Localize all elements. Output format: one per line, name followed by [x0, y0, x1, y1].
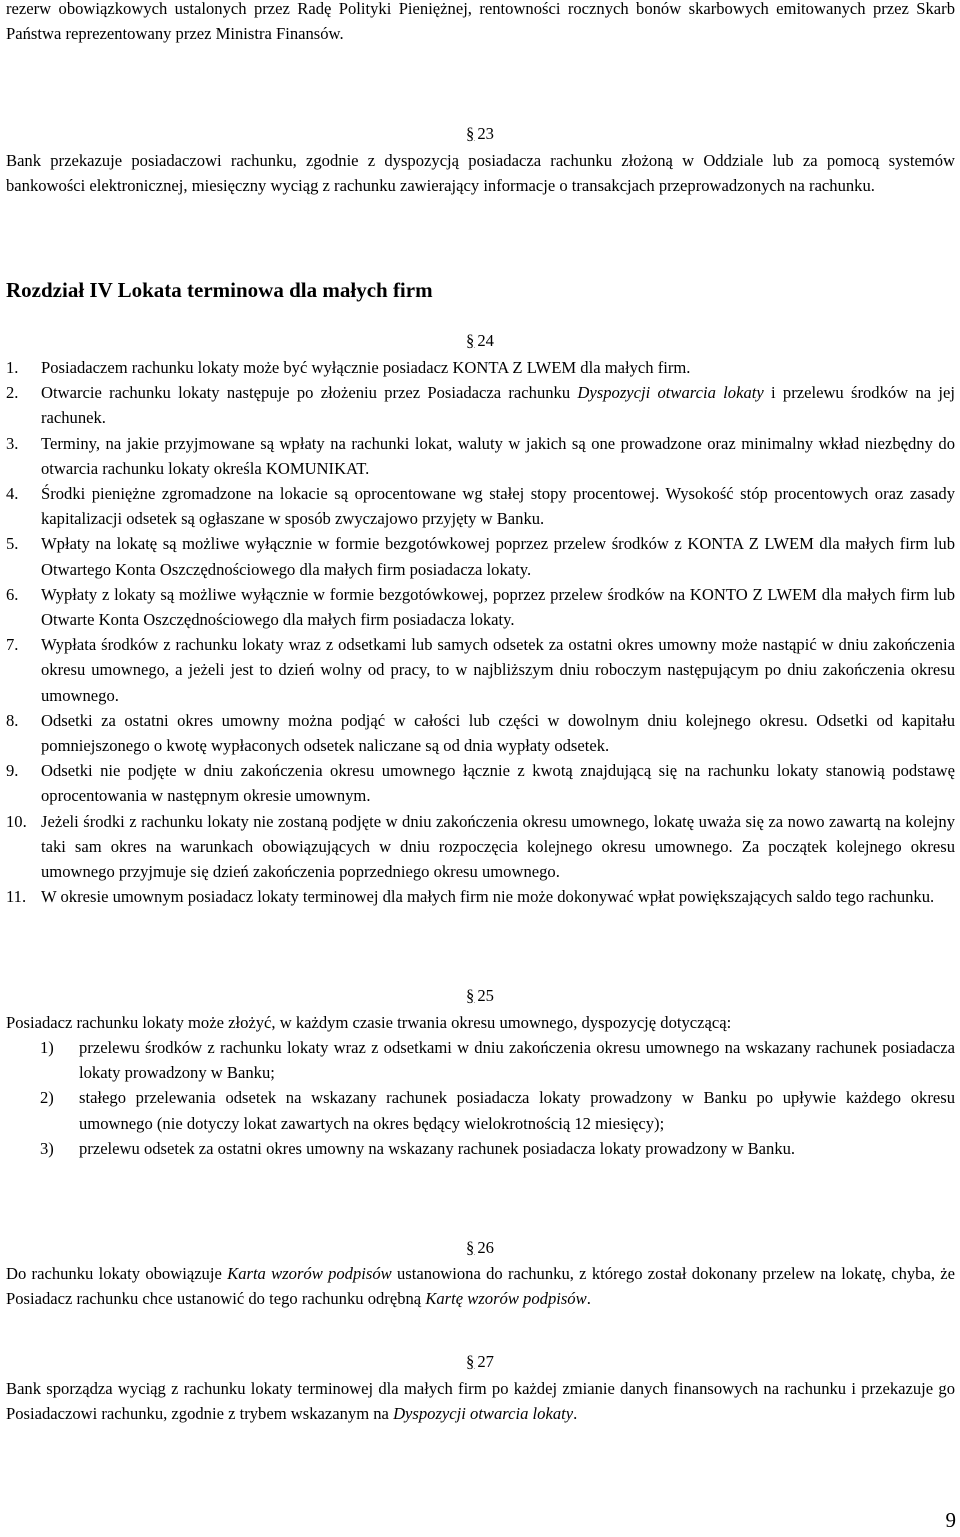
section-25-intro: Posiadacz rachunku lokaty może złożyć, w każdym czasie trwania okresu umownego, dyspozycję dotyczącą: [6, 1013, 732, 1032]
section-symbol: § [466, 986, 475, 1005]
top-paragraph: rezerw obowiązkowych ustalonych przez Radę Polityki Pieniężnej, rentowności rocznych bonów skarbowych emitowanych przez Skarb Państwa reprezentowany przez Ministra Finansów. [6, 0, 955, 44]
list-item: 7. Wypłata środków z rachunku lokaty wraz z odsetkami lub samych odsetek za ostatni okres umowny może nastąpić w dniu zakończenia okresu umownego, a jeżeli jest to dzień wolny od pracy, to w najbliższym dniu roboczym następującym po dniu zakończenia okresu umownego. [6, 635, 955, 705]
list-item: 3. Terminy, na jakie przyjmowane są wpłaty na rachunki lokat, waluty w jakich są one prowadzone oraz minimalny wkład niezbędny do otwarcia rachunku lokaty określa KOMUNIKAT. [6, 433, 955, 478]
section-symbol: § [466, 331, 475, 350]
section-symbol: § [466, 1352, 475, 1371]
section-number: 23 [477, 124, 494, 143]
list-item: 10. Jeżeli środki z rachunku lokaty nie zostaną podjęte w dniu zakończenia okresu umownego, lokatę uważa się za nowo zawartą na kolejny taki sam okres na warunkach obowiązujących w dniu rozpoczęcia kolejnego okresu umownego. Za początek kolejnego okresu umownego przyjmuje się dzień zakończenia poprzedniego okresu umownego. [6, 811, 955, 882]
list-item: 11. W okresie umownym posiadacz lokaty terminowej dla małych firm nie może dokonywać wpłat powiększających saldo tego rachunku. [6, 887, 935, 907]
section-number: 25 [477, 986, 494, 1005]
section-number: 26 [477, 1238, 494, 1257]
italic-term: Dyspozycji otwarcia lokaty [577, 383, 764, 403]
section-symbol: § [466, 124, 475, 143]
list-item: 5. Wpłaty na lokatę są możliwe wyłącznie w formie bezgotówkowej poprzez przelew środków z KONTA Z LWEM dla małych firm lub Otwartego Konta Oszczędnościowego dla małych firm posiadacza lokaty. [6, 534, 955, 579]
section-23-text: Bank przekazuje posiadaczowi rachunku, zgodnie z dyspozycją posiadacza rachunku złożoną w Oddziale lub za pomocą systemów bankowości elektronicznej, miesięczny wyciąg z rachunku zawierający informacje o transakcjach przeprowadzonych na rachunku. [6, 151, 955, 196]
section-25-heading [0, 985, 960, 1007]
list-item: 1) przelewu środków z rachunku lokaty wraz z odsetkami w dniu zakończenia okresu umownego na wskazany rachunek posiadacza lokaty prowadzony w Banku; [40, 1038, 955, 1083]
section-24-list [6, 355, 955, 909]
section-24-heading [0, 330, 960, 352]
section-symbol: § [466, 1238, 475, 1257]
list-item: 9. Odsetki nie podjęte w dniu zakończenia okresu umownego łącznie z kwotą znajdującą się na rachunku lokaty stanowią podstawę oprocentowania w następnym okresie umownym. [6, 761, 955, 806]
list-item: 2) stałego przelewania odsetek na wskazany rachunek posiadacza lokaty prowadzony w Banku po upływie każdego okresu umownego (nie dotyczy lokat zawartych na okres będący wielokrotnością 12 miesięcy); [40, 1088, 955, 1133]
section-26-heading [0, 1237, 960, 1259]
section-27-heading [0, 1351, 960, 1373]
italic-term: Dyspozycji otwarcia lokaty [393, 1404, 574, 1424]
list-item: 2. Otwarcie rachunku lokaty następuje po złożeniu przez Posiadacza rachunku Dyspozycji otwarcia lokaty i przelewu środków na jej rachunek. [6, 383, 955, 428]
italic-term: Kartę wzorów podpisów [425, 1289, 587, 1309]
list-item: 8. Odsetki za ostatni okres umowny można podjąć w całości lub części w dowolnym dniu kolejnego okresu. Odsetki od kapitału pomniejszonego o kwotę wypłaconych odsetek naliczane są od dnia wypłaty odsetek. [6, 710, 955, 756]
list-item: 1. Posiadaczem rachunku lokaty może być wyłącznie posiadacz KONTA Z LWEM dla małych firm. [6, 358, 691, 377]
list-item: 6. Wypłaty z lokaty są możliwe wyłącznie w formie bezgotówkowej, poprzez przelew środków na KONTO Z LWEM dla małych firm lub Otwarte Konta Oszczędnościowego dla małych firm posiadacza lokaty. [6, 584, 955, 630]
section-number: 27 [477, 1352, 494, 1371]
chapter-heading: Rozdział IV Lokata terminowa dla małych firm [6, 278, 433, 302]
section-25-list [6, 1035, 955, 1161]
section-27-text: Bank sporządza wyciąg z rachunku lokaty terminowej dla małych firm po każdej zmianie danych finansowych na rachunku i przekazuje go Posiadaczowi rachunku, zgodnie z trybem wskazanym na Dyspozycji otwarcia lokaty. [6, 1379, 955, 1424]
section-26-text: Do rachunku lokaty obowiązuje Karta wzorów podpisów ustanowiona do rachunku, z którego został dokonany przelew na lokatę, chyba, że Posiadacz rachunku chce ustanowić do tego rachunku odrębną Kartę wzorów podpisów. [6, 1264, 956, 1309]
section-number: 24 [477, 331, 494, 350]
list-item: 3) przelewu odsetek za ostatni okres umowny na wskazany rachunek posiadacza lokaty prowadzony w Banku. [40, 1138, 796, 1158]
list-item: 4. Środki pieniężne zgromadzone na lokacie są oprocentowane wg stałej stopy procentowej. Wysokość stóp procentowych oraz zasady kapitalizacji odsetek są ogłaszane w sposób zwyczajowo przyjęty w Banku. [6, 484, 955, 529]
italic-term: Karta wzorów podpisów [227, 1264, 392, 1283]
page-number: 9 [945, 1508, 956, 1532]
section-23-heading [0, 123, 960, 145]
